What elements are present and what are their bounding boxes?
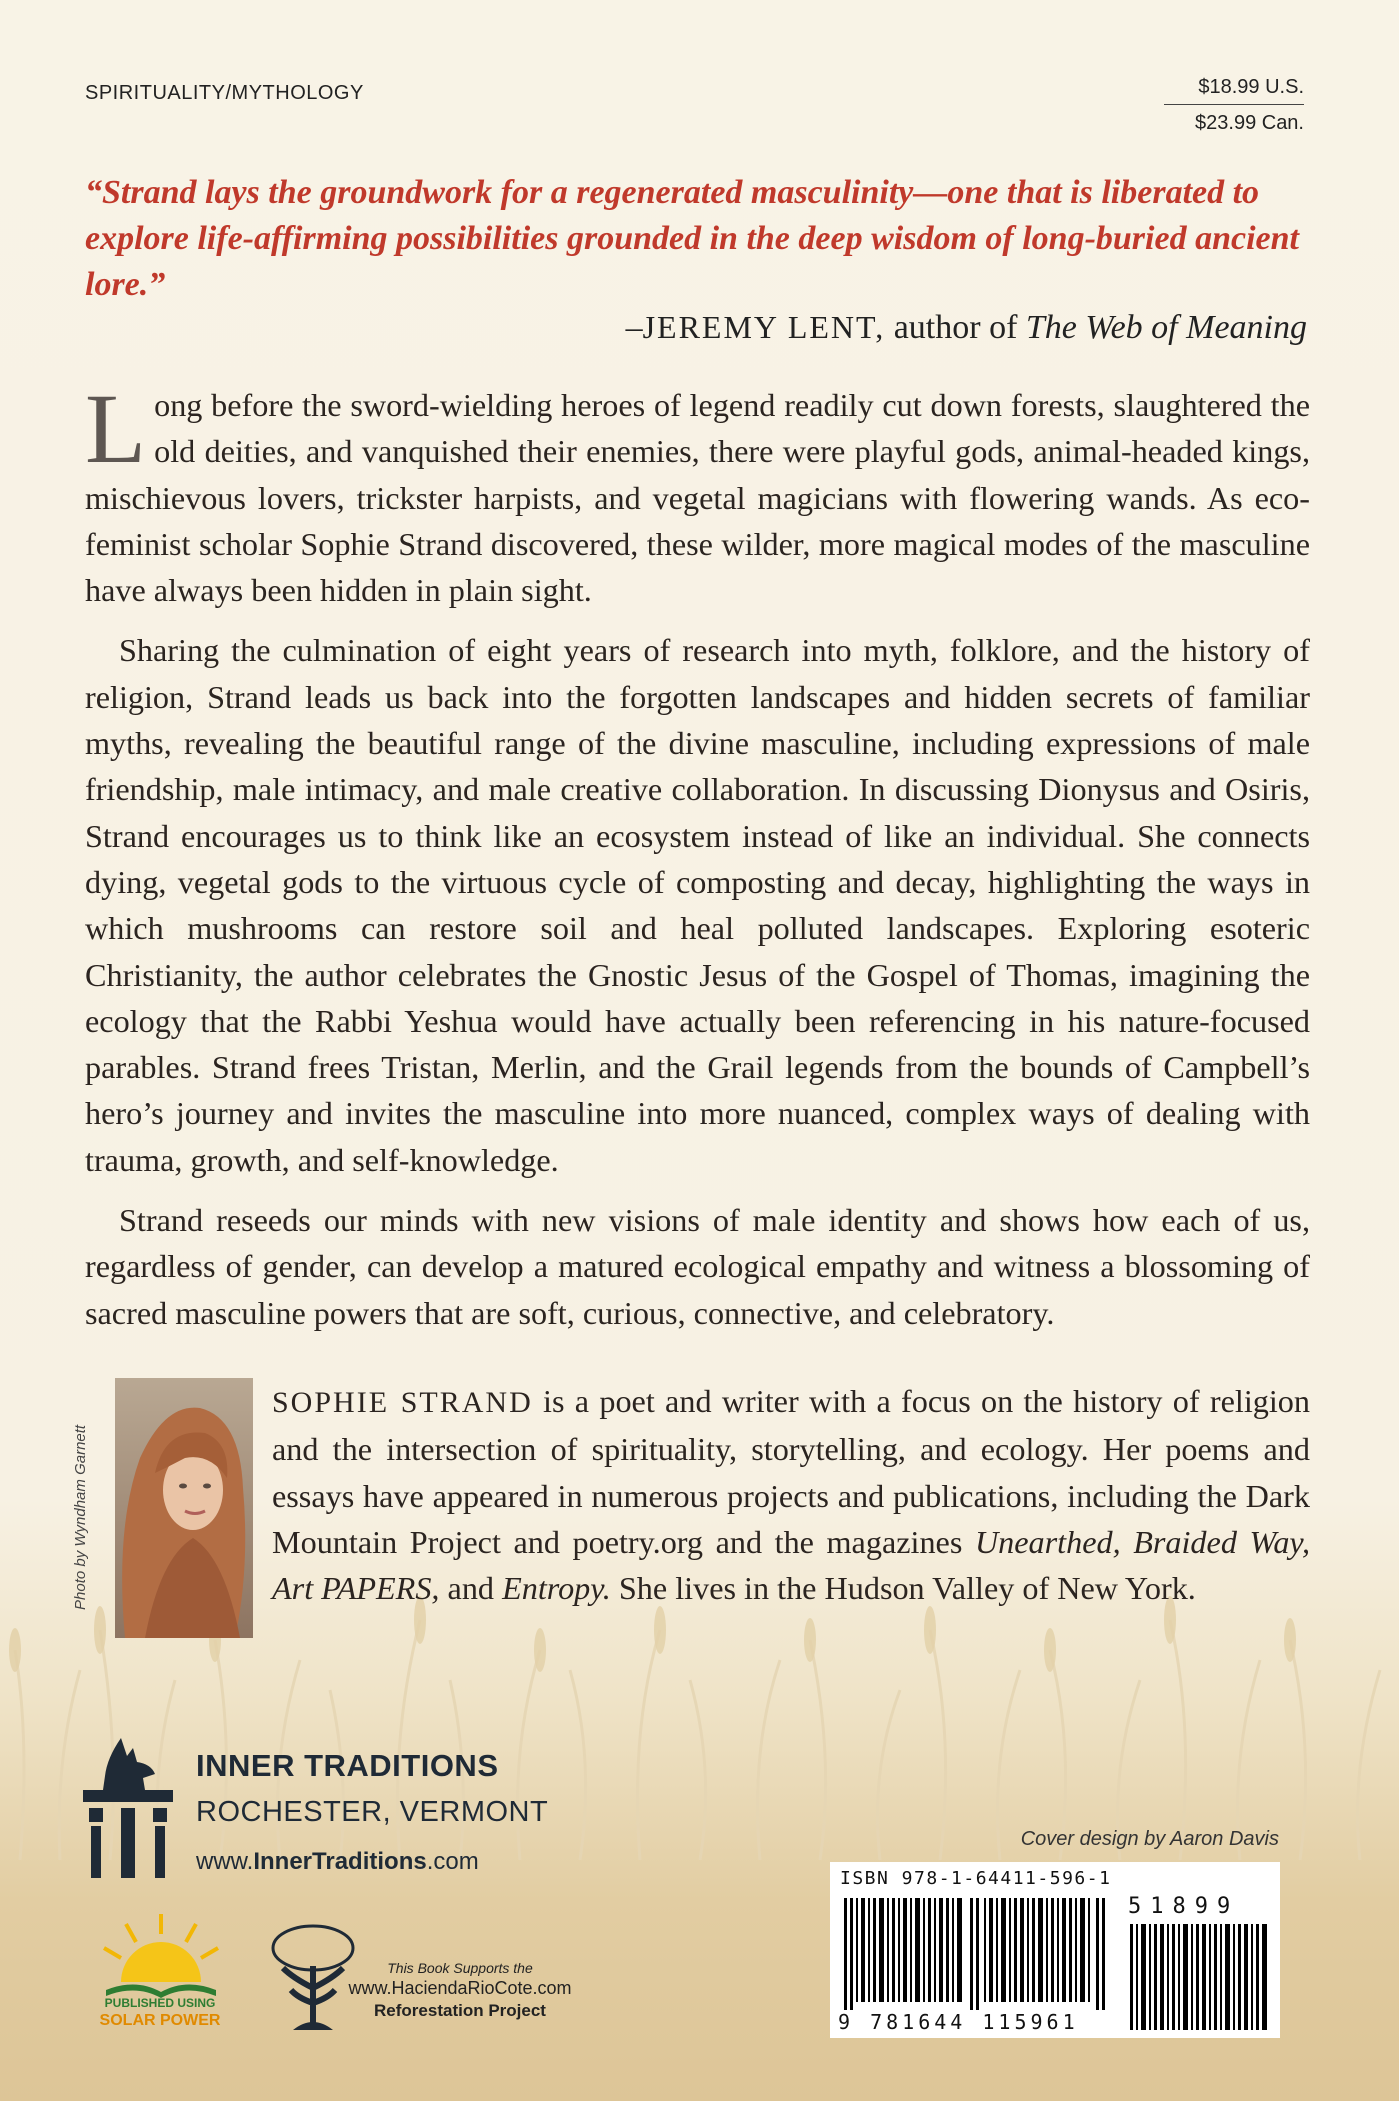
publisher-city: ROCHESTER, VERMONT xyxy=(196,1796,549,1828)
description-paragraph-3: Strand reseeds our minds with new visions of male identity and shows how each of us, regardless of gender, can develop a matured ecological empathy and witness a blossoming of sacred masculine powers that are soft, curious, connective, and celebratory. xyxy=(85,1202,1310,1331)
bio-text-a: is a poet and writer with a focus on the history of religion and the intersection of spirituality, storytelling, and ecology. Her poems and essays have appeared in numerous projects and publications, including the Dark Mountain Project and poetry.org and the magazines xyxy=(272,1383,1310,1560)
price-box xyxy=(1164,76,1304,135)
author-name: SOPHIE STRAND xyxy=(272,1386,533,1419)
reforestation-text xyxy=(330,1960,590,2021)
author-photo xyxy=(115,1378,253,1638)
barcode-digits: 9 781644 115961 xyxy=(838,2010,1079,2034)
reforestation-line-1: This Book Supports the xyxy=(387,1960,533,1976)
endorser-book-title: The Web of Meaning xyxy=(1025,309,1307,346)
paragraph-1-text: ong before the sword-wielding heroes of legend readily cut down forests, slaughtered the old deities, and vanquished their enemies, there were playful gods, animal-headed kings, mischievous lovers, trickster harpists, and vegetal magicians with flowering wands. As eco-feminist scholar Sophie Strand discovered, these wilder, more magical modes of the masculine have always been hidden in plain sight. xyxy=(85,387,1310,609)
publisher-website-link[interactable] xyxy=(196,1848,479,1876)
web-brand: InnerTraditions xyxy=(253,1848,427,1875)
publisher-name: INNER TRADITIONS xyxy=(196,1748,499,1783)
category-label: SPIRITUALITY/MYTHOLOGY xyxy=(85,82,364,104)
anubis-publisher-logo-icon xyxy=(83,1738,173,1878)
description-paragraph-1 xyxy=(85,373,1310,613)
description-paragraph-2: Sharing the culmination of eight years of research into myth, folklore, and the history of religion, Strand leads us back into the forgotten landscapes and hidden secrets of familiar myths, revealing the beautiful range of the divine masculine, including expressions of male friendship, male intimacy, and male creative collaboration. In discussing Dionysus and Osiris, Strand encourages us to think like an ecosystem instead of like an individual. She connects dying, vegetal gods to the virtuous cycle of composting and decay, highlighting the ways in which mushrooms can restore soil and heal polluted landscapes. Exploring esoteric Christianity, the author celebrates the Gnostic Jesus of the Gospel of Thomas, imagining the ecology that the Rabbi Yeshua would have actually been referencing in his nature-focused parables. Strand frees Tristan, Merlin, and the Grail legends from the bounds of Campbell’s hero’s journey and invites the masculine into more nuanced, complex ways of dealing with trauma, growth, and self-knowledge. xyxy=(85,632,1310,1178)
price-barcode-bars xyxy=(1130,1924,1270,2030)
reforestation-line-3: Reforestation Project xyxy=(374,2001,546,2020)
bio-text-c: She lives in the Hudson Valley of New York. xyxy=(610,1570,1196,1607)
endorsement-quote: “Strand lays the groundwork for a regenerated masculinity—one that is liberated to explore life-affirming possibilities grounded in the deep wisdom of long-buried ancient lore.” xyxy=(85,174,1299,303)
price-code: 51899 xyxy=(1128,1894,1240,1919)
attribution-author-of: author of xyxy=(885,309,1026,346)
attribution-dash: – xyxy=(625,309,643,346)
photo-credit: Photo by Wyndham Garnett xyxy=(72,1424,89,1610)
isbn-barcode xyxy=(830,1862,1280,2038)
isbn-number: ISBN 978-1-64411-596-1 xyxy=(840,1868,1112,1889)
price-us: $18.99 U.S. xyxy=(1164,76,1304,105)
endorsement-attribution xyxy=(626,309,1307,347)
price-can: $23.99 Can. xyxy=(1195,112,1304,134)
book-description xyxy=(85,373,1310,1350)
web-prefix: www. xyxy=(196,1848,254,1875)
drop-cap: L xyxy=(85,373,147,484)
bio-magazines: Unearthed, Braided Way, Art PAPERS, xyxy=(272,1523,1310,1607)
bio-text-b: and xyxy=(439,1570,503,1607)
endorser-name: JEREMY LENT, xyxy=(642,309,886,345)
web-suffix: .com xyxy=(426,1848,479,1875)
author-bio xyxy=(272,1378,1310,1611)
bio-magazine-entropy: Entropy. xyxy=(502,1570,611,1607)
reforestation-website-link[interactable]: www.HaciendaRioCote.com xyxy=(348,1978,572,1998)
cover-design-credit: Cover design by Aaron Davis xyxy=(1020,1828,1279,1850)
solar-line-2: SOLAR POWER xyxy=(99,2012,221,2029)
main-barcode-bars xyxy=(844,1898,1114,2010)
solar-line-1: PUBLISHED USING xyxy=(104,1996,216,2010)
